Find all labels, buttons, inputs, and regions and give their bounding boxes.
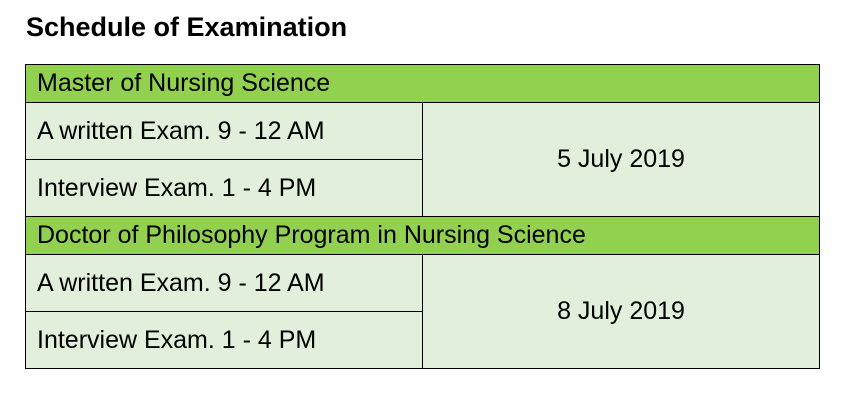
exam-date: 5 July 2019 xyxy=(423,103,820,217)
exam-date: 8 July 2019 xyxy=(423,255,820,369)
exam-session: Interview Exam. 1 - 4 PM xyxy=(26,160,423,217)
page-title: Schedule of Examination xyxy=(26,12,348,42)
program-header-row xyxy=(26,217,820,255)
program-name: Master of Nursing Science xyxy=(26,65,820,103)
exam-session: A written Exam. 9 - 12 AM xyxy=(26,255,423,312)
exam-schedule-table xyxy=(25,64,820,369)
exam-session: Interview Exam. 1 - 4 PM xyxy=(26,312,423,369)
exam-session: A written Exam. 9 - 12 AM xyxy=(26,103,423,160)
program-name: Doctor of Philosophy Program in Nursing Science xyxy=(26,217,820,255)
table-row xyxy=(26,103,820,160)
program-header-row xyxy=(26,65,820,103)
table-row xyxy=(26,255,820,312)
